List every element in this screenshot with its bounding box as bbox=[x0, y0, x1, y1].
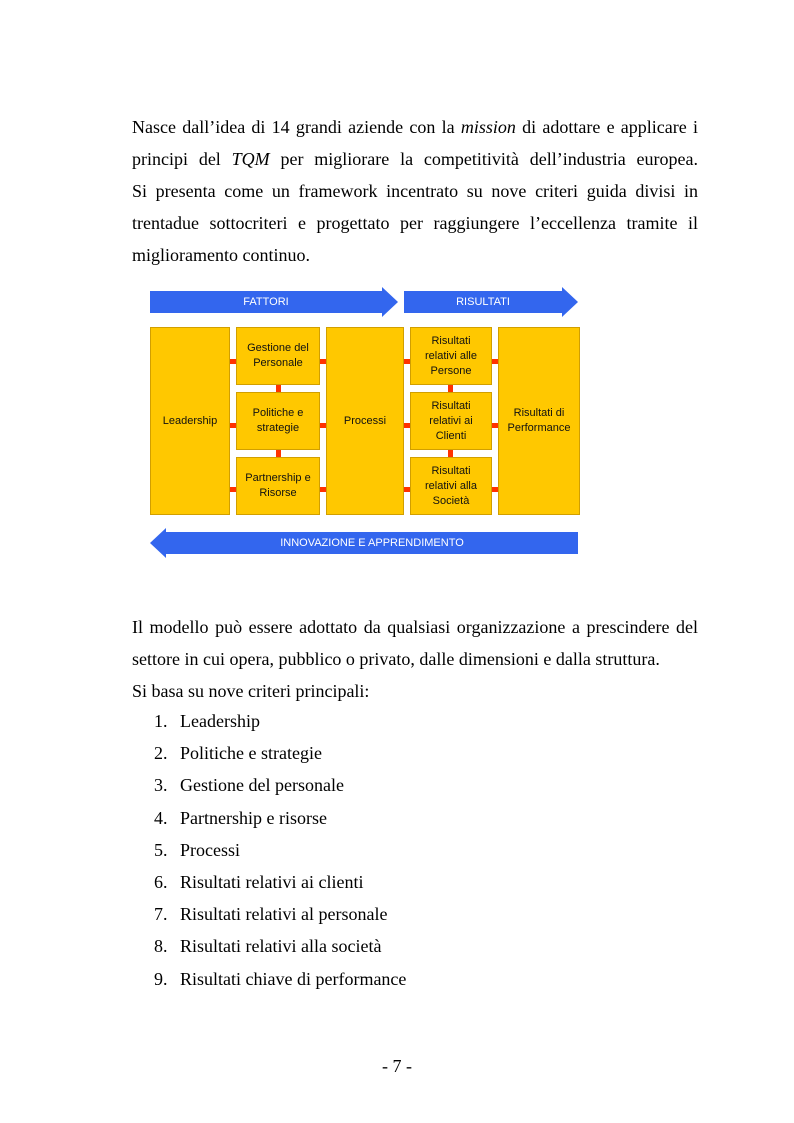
list-item: 1. Leadership bbox=[154, 711, 260, 731]
box-risultati-persone: Risultati relativi alle Persone bbox=[410, 327, 492, 385]
tqm-emphasis: TQM bbox=[231, 149, 270, 169]
box-risultati-clienti: Risultati relativi ai Clienti bbox=[410, 392, 492, 450]
arrow-innovazione-label: INNOVAZIONE E APPRENDIMENTO bbox=[166, 532, 578, 554]
paragraph-intro-line-2: principi del TQM per migliorare la competitività dell’industria europea. bbox=[132, 149, 698, 169]
list-item: 8. Risultati relativi alla società bbox=[154, 936, 382, 957]
list-item: 9. Risultati chiave di performance bbox=[154, 968, 407, 989]
arrow-fattori-label: FATTORI bbox=[150, 291, 382, 313]
arrow-risultati bbox=[404, 287, 578, 317]
box-gestione-personale: Gestione del Personale bbox=[236, 327, 320, 385]
list-item: 7. Risultati relativi al personale bbox=[154, 904, 388, 925]
criteria-list bbox=[154, 705, 406, 995]
list-item: 2. Politiche e strategie bbox=[154, 743, 322, 764]
list-item: 5. Processi bbox=[154, 839, 240, 860]
arrow-fattori bbox=[150, 287, 398, 317]
paragraph-modello-line-2: settore in cui opera, pubblico o privato, dalle dimensioni e dalla struttura. bbox=[132, 649, 660, 669]
page-number: - 7 - bbox=[382, 1056, 412, 1076]
paragraph-intro-line-1: Nasce dall’idea di 14 grandi aziende con la mission di adottare e applicare i bbox=[132, 117, 698, 137]
criteria-intro: Si basa su nove criteri principali: bbox=[132, 681, 370, 701]
mission-emphasis: mission bbox=[460, 117, 516, 137]
paragraph-framework-line-3: miglioramento continuo. bbox=[132, 245, 310, 265]
box-processi: Processi bbox=[326, 327, 404, 515]
arrow-risultati-label: RISULTATI bbox=[404, 291, 562, 313]
box-risultati-performance: Risultati di Performance bbox=[498, 327, 580, 515]
paragraph-framework bbox=[132, 175, 698, 271]
box-leadership: Leadership bbox=[150, 327, 230, 515]
box-politiche-strategie: Politiche e strategie bbox=[236, 392, 320, 450]
paragraph-modello bbox=[132, 611, 698, 675]
paragraph-framework-line-2: trentadue sottocriteri e progettato per raggiungere l’eccellenza tramite il bbox=[132, 213, 698, 233]
list-item: 4. Partnership e risorse bbox=[154, 807, 327, 828]
paragraph-intro bbox=[132, 111, 698, 175]
arrow-right-icon bbox=[382, 287, 398, 317]
arrow-left-icon bbox=[150, 528, 166, 558]
arrow-innovazione bbox=[150, 528, 578, 558]
box-partnership-risorse: Partnership e Risorse bbox=[236, 457, 320, 515]
paragraph-framework-line-1: Si presenta come un framework incentrato su nove criteri guida divisi in bbox=[132, 181, 698, 201]
list-item: 3. Gestione del personale bbox=[154, 775, 344, 796]
list-item: 6. Risultati relativi ai clienti bbox=[154, 871, 364, 892]
paragraph-modello-line-1: Il modello può essere adottato da qualsiasi organizzazione a prescindere del bbox=[132, 617, 698, 637]
efqm-model-diagram bbox=[148, 286, 582, 562]
box-risultati-societa: Risultati relativi alla Società bbox=[410, 457, 492, 515]
arrow-right-icon bbox=[562, 287, 578, 317]
